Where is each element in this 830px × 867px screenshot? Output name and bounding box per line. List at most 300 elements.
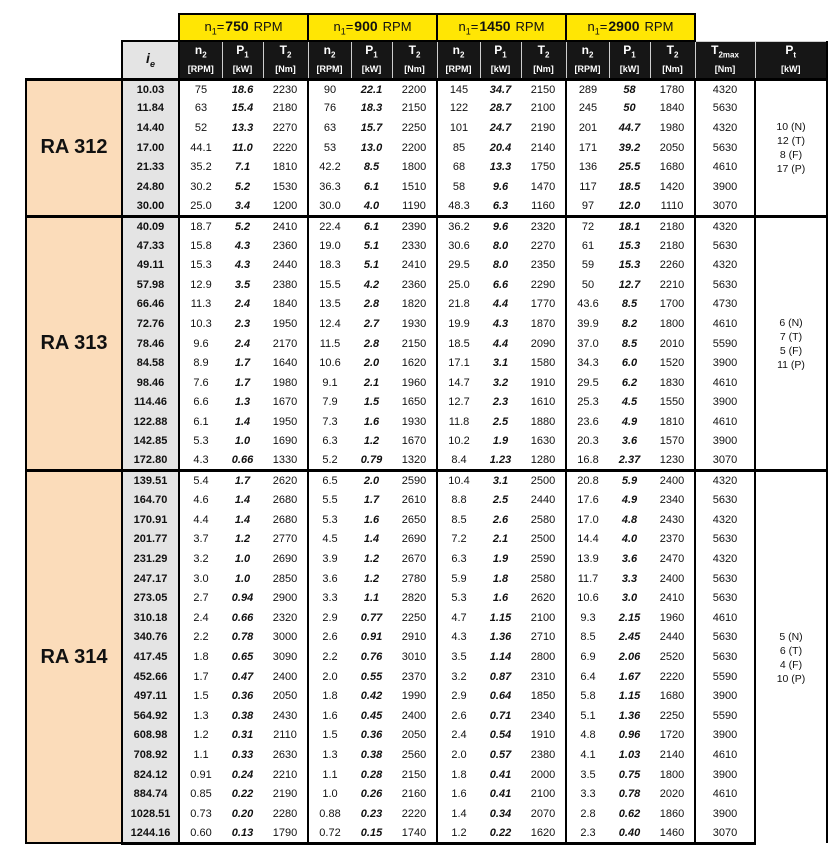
cell-n2: 23.6 [566, 412, 609, 432]
cell-n2: 5.1 [566, 706, 609, 726]
cell-t2: 2370 [392, 667, 437, 687]
cell-t2max: 4320 [695, 510, 755, 530]
cell-n2: 11.7 [566, 569, 609, 589]
cell-n2: 29.5 [437, 255, 480, 275]
cell-n2: 35.2 [179, 157, 222, 177]
cell-t2: 1280 [521, 451, 566, 471]
cell-p1: 5.2 [222, 177, 263, 197]
table-row [26, 451, 827, 471]
cell-p1: 2.5 [480, 412, 521, 432]
cell-t2: 1620 [521, 824, 566, 844]
cell-t2: 2330 [392, 236, 437, 256]
cell-p1: 6.3 [480, 197, 521, 217]
thermal-power-note [755, 79, 827, 216]
cell-t2max: 5630 [695, 588, 755, 608]
cell-n2: 17.1 [437, 353, 480, 373]
cell-p1: 15.7 [351, 118, 392, 138]
cell-t2max: 5630 [695, 490, 755, 510]
cell-t2: 1670 [263, 393, 308, 413]
cell-n2: 4.3 [437, 628, 480, 648]
table-row [26, 118, 827, 138]
cell-ie: 417.45 [122, 647, 179, 667]
cell-p1: 8.0 [480, 236, 521, 256]
cell-n2: 11.5 [308, 334, 351, 354]
cell-n2: 1.8 [308, 686, 351, 706]
cell-t2: 2580 [521, 569, 566, 589]
cell-n2: 37.0 [566, 334, 609, 354]
cell-n2: 20.8 [566, 471, 609, 491]
cell-p1: 0.36 [222, 686, 263, 706]
cell-n2: 2.6 [437, 706, 480, 726]
cell-ie: 608.98 [122, 726, 179, 746]
cell-n2: 4.5 [308, 530, 351, 550]
cell-p1: 1.67 [609, 667, 650, 687]
cell-t2: 1930 [392, 314, 437, 334]
cell-n2: 8.5 [566, 628, 609, 648]
cell-n2: 14.4 [566, 530, 609, 550]
cell-n2: 18.3 [308, 255, 351, 275]
cell-t2: 2150 [392, 334, 437, 354]
cell-t2: 1190 [392, 197, 437, 217]
cell-t2: 2690 [392, 530, 437, 550]
cell-t2: 2780 [392, 569, 437, 589]
speed-value: 900 [354, 18, 378, 35]
cell-n2: 7.9 [308, 393, 351, 413]
table-row [26, 686, 827, 706]
cell-t2: 2290 [521, 275, 566, 295]
cell-n2: 5.5 [308, 490, 351, 510]
cell-p1: 5.9 [609, 471, 650, 491]
cell-p1: 4.5 [609, 393, 650, 413]
rpm-unit: RPM [253, 19, 283, 35]
n1-subscript: 1 [340, 26, 346, 37]
cell-n2: 97 [566, 197, 609, 217]
cell-p1: 0.33 [222, 745, 263, 765]
p1-header-1450: $P_1$ [kW] [480, 41, 521, 79]
pt-note-line: 12 (T) [776, 134, 805, 147]
cell-n2: 136 [566, 157, 609, 177]
cell-n2: 0.91 [179, 765, 222, 785]
cell-t2max: 4610 [695, 608, 755, 628]
cell-t2: 2140 [521, 138, 566, 158]
cell-ie: 201.77 [122, 530, 179, 550]
cell-t2max: 4320 [695, 79, 755, 99]
cell-t2: 1840 [650, 99, 695, 119]
cell-n2: 4.6 [179, 490, 222, 510]
column-header-row [26, 41, 827, 79]
cell-p1: 24.7 [480, 118, 521, 138]
cell-n2: 101 [437, 118, 480, 138]
cell-t2max: 3900 [695, 804, 755, 824]
cell-t2: 2190 [521, 118, 566, 138]
cell-p1: 1.9 [480, 432, 521, 452]
cell-n2: 29.5 [566, 373, 609, 393]
cell-n2: 20.3 [566, 432, 609, 452]
cell-n2: 3.7 [179, 530, 222, 550]
cell-p1: 0.79 [351, 451, 392, 471]
cell-ie: 708.92 [122, 745, 179, 765]
table-row [26, 197, 827, 217]
table-row [26, 667, 827, 687]
speed-header-2900 [566, 14, 695, 41]
cell-n2: 18.5 [437, 334, 480, 354]
cell-t2: 2470 [650, 549, 695, 569]
cell-n2: 6.1 [179, 412, 222, 432]
cell-n2: 44.1 [179, 138, 222, 158]
equals-sign: = [216, 19, 225, 35]
cell-p1: 12.0 [609, 197, 650, 217]
cell-n2: 1.6 [437, 784, 480, 804]
cell-ie: 1244.16 [122, 824, 179, 844]
cell-t2: 2360 [263, 236, 308, 256]
cell-t2: 1610 [521, 393, 566, 413]
cell-ie: 452.66 [122, 667, 179, 687]
cell-t2: 2670 [392, 549, 437, 569]
n1-subscript: 1 [465, 26, 471, 37]
cell-t2: 2050 [263, 686, 308, 706]
cell-t2: 1690 [263, 432, 308, 452]
cell-ie: 17.00 [122, 138, 179, 158]
cell-t2: 1960 [650, 608, 695, 628]
cell-p1: 0.38 [351, 745, 392, 765]
cell-t2: 2100 [521, 99, 566, 119]
cell-n2: 30.6 [437, 236, 480, 256]
cell-n2: 15.8 [179, 236, 222, 256]
cell-p1: 1.36 [609, 706, 650, 726]
cell-n2: 85 [437, 138, 480, 158]
cell-n2: 0.72 [308, 824, 351, 844]
cell-t2max: 3900 [695, 765, 755, 785]
cell-t2: 2650 [392, 510, 437, 530]
cell-n2: 117 [566, 177, 609, 197]
table-row [26, 490, 827, 510]
cell-ie: 142.85 [122, 432, 179, 452]
cell-p1: 0.55 [351, 667, 392, 687]
table-row [26, 255, 827, 275]
cell-p1: 2.6 [480, 510, 521, 530]
cell-p1: 1.2 [351, 569, 392, 589]
cell-n2: 63 [308, 118, 351, 138]
cell-n2: 2.8 [566, 804, 609, 824]
cell-p1: 3.3 [609, 569, 650, 589]
cell-ie: 170.91 [122, 510, 179, 530]
cell-t2: 2230 [263, 79, 308, 99]
n1-symbol: n [333, 19, 341, 35]
cell-n2: 1.3 [308, 745, 351, 765]
p1-header-2900: $P_1$ [kW] [609, 41, 650, 79]
cell-p1: 0.36 [351, 726, 392, 746]
cell-ie: 57.98 [122, 275, 179, 295]
n2-header-2900: $n_2$ [RPM] [566, 41, 609, 79]
cell-n2: 34.3 [566, 353, 609, 373]
cell-p1: 5.2 [222, 216, 263, 236]
cell-t2: 2620 [521, 588, 566, 608]
cell-p1: 3.0 [609, 588, 650, 608]
table-row [26, 79, 827, 99]
cell-p1: 18.1 [609, 216, 650, 236]
thermal-power-header: $P_t$ [kW] [755, 41, 827, 79]
cell-t2: 1700 [650, 295, 695, 315]
cell-t2max: 4610 [695, 784, 755, 804]
pt-note-line: 6 (N) [779, 316, 803, 329]
t2-header-2900: $T_2$ [Nm] [650, 41, 695, 79]
cell-p1: 0.13 [222, 824, 263, 844]
n1-symbol: n [587, 19, 595, 35]
cell-p1: 1.1 [351, 588, 392, 608]
n2-header-1450: $n_2$ [RPM] [437, 41, 480, 79]
cell-t2: 1950 [263, 314, 308, 334]
speed-value: 2900 [608, 18, 640, 35]
cell-ie: 824.12 [122, 765, 179, 785]
cell-t2: 2680 [263, 490, 308, 510]
table-row [26, 334, 827, 354]
cell-n2: 6.3 [437, 549, 480, 569]
cell-t2: 1800 [650, 765, 695, 785]
cell-t2: 2400 [650, 569, 695, 589]
cell-p1: 0.15 [351, 824, 392, 844]
cell-t2: 2150 [392, 765, 437, 785]
cell-t2: 2100 [521, 784, 566, 804]
cell-n2: 7.3 [308, 412, 351, 432]
cell-t2: 2680 [263, 510, 308, 530]
cell-n2: 2.0 [437, 745, 480, 765]
cell-t2: 2500 [521, 530, 566, 550]
cell-p1: 0.24 [222, 765, 263, 785]
cell-n2: 14.7 [437, 373, 480, 393]
table-row [26, 432, 827, 452]
cell-t2max: 4610 [695, 314, 755, 334]
cell-ie: 72.76 [122, 314, 179, 334]
cell-n2: 19.9 [437, 314, 480, 334]
cell-p1: 4.4 [480, 334, 521, 354]
cell-t2: 2050 [650, 138, 695, 158]
cell-p1: 13.3 [222, 118, 263, 138]
cell-p1: 3.1 [480, 353, 521, 373]
cell-t2: 1980 [650, 118, 695, 138]
cell-n2: 58 [437, 177, 480, 197]
table-row [26, 314, 827, 334]
cell-p1: 0.77 [351, 608, 392, 628]
cell-t2: 1530 [263, 177, 308, 197]
n1-symbol: n [204, 19, 212, 35]
cell-t2: 2020 [650, 784, 695, 804]
cell-t2: 2150 [392, 99, 437, 119]
speed-header-1450 [437, 14, 566, 41]
n1-subscript: 1 [594, 26, 600, 37]
cell-n2: 10.6 [566, 588, 609, 608]
cell-n2: 1.5 [308, 726, 351, 746]
cell-t2max: 4610 [695, 157, 755, 177]
cell-p1: 1.7 [351, 490, 392, 510]
cell-p1: 3.2 [480, 373, 521, 393]
cell-n2: 7.6 [179, 373, 222, 393]
cell-n2: 2.4 [437, 726, 480, 746]
cell-t2: 2440 [521, 490, 566, 510]
cell-t2: 1990 [392, 686, 437, 706]
cell-p1: 3.1 [480, 471, 521, 491]
cell-p1: 0.57 [480, 745, 521, 765]
cell-p1: 15.3 [609, 255, 650, 275]
cell-ie: 10.03 [122, 79, 179, 99]
cell-n2: 3.0 [179, 569, 222, 589]
cell-t2: 2430 [263, 706, 308, 726]
cell-p1: 6.1 [351, 216, 392, 236]
table-row [26, 804, 827, 824]
cell-t2max: 4730 [695, 295, 755, 315]
cell-p1: 0.64 [480, 686, 521, 706]
cell-p1: 1.0 [222, 432, 263, 452]
cell-t2: 2820 [392, 588, 437, 608]
cell-t2: 2090 [521, 334, 566, 354]
cell-n2: 12.9 [179, 275, 222, 295]
cell-n2: 3.5 [437, 647, 480, 667]
cell-t2max: 5630 [695, 236, 755, 256]
cell-ie: 30.00 [122, 197, 179, 217]
cell-n2: 6.3 [308, 432, 351, 452]
cell-p1: 0.87 [480, 667, 521, 687]
cell-ie: 139.51 [122, 471, 179, 491]
cell-t2: 2140 [650, 745, 695, 765]
cell-t2max: 4610 [695, 373, 755, 393]
cell-n2: 11.8 [437, 412, 480, 432]
p1-header-900: $P_1$ [kW] [351, 41, 392, 79]
table-row [26, 549, 827, 569]
cell-n2: 5.9 [437, 569, 480, 589]
cell-n2: 4.8 [566, 726, 609, 746]
cell-t2max: 3900 [695, 177, 755, 197]
cell-p1: 8.5 [609, 295, 650, 315]
speed-value: 1450 [479, 18, 511, 35]
cell-p1: 0.38 [222, 706, 263, 726]
cell-t2: 2590 [521, 549, 566, 569]
cell-t2: 2770 [263, 530, 308, 550]
cell-p1: 5.1 [351, 236, 392, 256]
cell-t2: 1850 [521, 686, 566, 706]
cell-t2: 1460 [650, 824, 695, 844]
cell-n2: 201 [566, 118, 609, 138]
cell-ie: 310.18 [122, 608, 179, 628]
cell-n2: 1.8 [179, 647, 222, 667]
cell-p1: 0.23 [351, 804, 392, 824]
cell-t2: 2250 [392, 118, 437, 138]
gearbox-rating-table [25, 13, 828, 845]
row-group-label: RA 313 [26, 216, 122, 471]
cell-p1: 0.34 [480, 804, 521, 824]
cell-ie: 273.05 [122, 588, 179, 608]
t2max-header: $T_{2max}$ [Nm] [695, 41, 755, 79]
t2-header-1450: $T_2$ [Nm] [521, 41, 566, 79]
cell-p1: 0.28 [351, 765, 392, 785]
cell-ie: 114.46 [122, 393, 179, 413]
cell-p1: 1.6 [351, 412, 392, 432]
cell-n2: 12.7 [437, 393, 480, 413]
cell-n2: 43.6 [566, 295, 609, 315]
cell-ie: 497.11 [122, 686, 179, 706]
cell-n2: 36.3 [308, 177, 351, 197]
cell-p1: 6.6 [480, 275, 521, 295]
cell-p1: 4.4 [480, 295, 521, 315]
cell-p1: 1.7 [222, 471, 263, 491]
cell-t2: 2400 [392, 706, 437, 726]
cell-p1: 20.4 [480, 138, 521, 158]
cell-ie: 884.74 [122, 784, 179, 804]
cell-t2: 2160 [392, 784, 437, 804]
cell-p1: 1.4 [222, 412, 263, 432]
pt-note-line: 5 (F) [779, 344, 803, 357]
cell-p1: 1.4 [222, 510, 263, 530]
cell-n2: 25.0 [179, 197, 222, 217]
cell-p1: 1.23 [480, 451, 521, 471]
cell-t2max: 4320 [695, 255, 755, 275]
cell-t2: 1780 [650, 79, 695, 99]
cell-n2: 15.5 [308, 275, 351, 295]
cell-t2max: 3900 [695, 432, 755, 452]
n2-header-750: $n_2$ [RPM] [179, 41, 222, 79]
cell-t2: 2340 [650, 490, 695, 510]
cell-ie: 98.46 [122, 373, 179, 393]
cell-n2: 1.2 [179, 726, 222, 746]
rpm-unit: RPM [382, 19, 412, 35]
cell-t2max: 4320 [695, 216, 755, 236]
cell-t2max: 4320 [695, 118, 755, 138]
cell-p1: 2.1 [351, 373, 392, 393]
equals-sign: = [470, 19, 479, 35]
cell-n2: 122 [437, 99, 480, 119]
cell-n2: 3.3 [308, 588, 351, 608]
cell-p1: 44.7 [609, 118, 650, 138]
cell-t2: 1110 [650, 197, 695, 217]
cell-p1: 2.45 [609, 628, 650, 648]
cell-p1: 8.5 [351, 157, 392, 177]
cell-n2: 52 [179, 118, 222, 138]
cell-n2: 5.2 [308, 451, 351, 471]
cell-n2: 1.6 [308, 706, 351, 726]
cell-n2: 1.7 [179, 667, 222, 687]
cell-p1: 6.2 [609, 373, 650, 393]
cell-t2: 2430 [650, 510, 695, 530]
cell-p1: 4.3 [480, 314, 521, 334]
cell-t2: 2620 [263, 471, 308, 491]
cell-t2: 2520 [650, 647, 695, 667]
cell-p1: 25.5 [609, 157, 650, 177]
cell-t2: 1880 [521, 412, 566, 432]
cell-n2: 10.3 [179, 314, 222, 334]
cell-p1: 0.20 [222, 804, 263, 824]
cell-t2: 2380 [263, 275, 308, 295]
cell-n2: 6.9 [566, 647, 609, 667]
cell-p1: 13.0 [351, 138, 392, 158]
cell-n2: 30.0 [308, 197, 351, 217]
row-group-label: RA 312 [26, 79, 122, 216]
cell-ie: 247.17 [122, 569, 179, 589]
cell-t2: 2150 [521, 79, 566, 99]
cell-n2: 0.60 [179, 824, 222, 844]
cell-t2: 2850 [263, 569, 308, 589]
cell-n2: 9.3 [566, 608, 609, 628]
table-row [26, 706, 827, 726]
cell-p1: 12.7 [609, 275, 650, 295]
cell-t2: 1520 [650, 353, 695, 373]
n1-subscript: 1 [211, 26, 217, 37]
cell-p1: 1.6 [351, 510, 392, 530]
cell-p1: 0.41 [480, 784, 521, 804]
cell-n2: 76 [308, 99, 351, 119]
equals-sign: = [345, 19, 354, 35]
cell-t2max: 5590 [695, 706, 755, 726]
cell-n2: 1.1 [179, 745, 222, 765]
cell-n2: 25.0 [437, 275, 480, 295]
cell-n2: 3.5 [566, 765, 609, 785]
